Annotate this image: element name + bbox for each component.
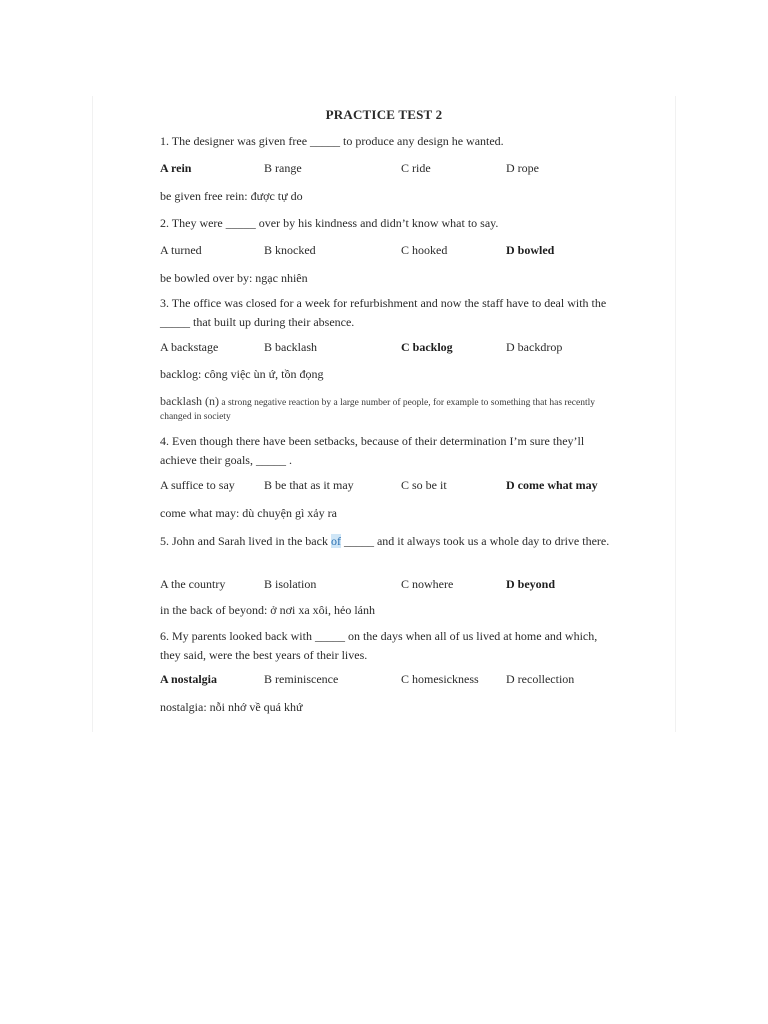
question-5-option-c: C nowhere	[401, 577, 454, 591]
question-6-options	[160, 672, 620, 691]
question-5-option-d: D beyond	[506, 577, 556, 591]
question-1-option-b: B range	[264, 161, 302, 175]
question-5-options	[160, 577, 620, 596]
question-1-note: be given free rein: được tự do	[160, 189, 303, 203]
question-6-option-c: C homesickness	[401, 672, 479, 686]
question-6-option-a: A nostalgia	[160, 672, 218, 686]
question-5-text-before: 5. John and Sarah lived in the back	[160, 534, 331, 548]
question-4-note: come what may: dù chuyện gì xảy ra	[160, 506, 337, 520]
question-4-option-d: D come what may	[506, 478, 598, 492]
question-3-options	[160, 340, 620, 359]
question-3-text: 3. The office was closed for a week for refurbishment and now the staff have to deal with the _____ that built up during their absence.	[160, 296, 607, 329]
question-3-definition	[160, 394, 615, 424]
definition-text: a strong negative reaction by a large number of people, for example to something that has recently changed in society	[160, 398, 595, 422]
question-5-option-a: A the country	[160, 577, 226, 591]
question-6-option-b: B reminiscence	[264, 672, 339, 686]
question-2-note: be bowled over by: ngạc nhiên	[160, 271, 308, 285]
question-1-option-a: A rein	[160, 161, 192, 175]
question-4-option-b: B be that as it may	[264, 478, 354, 492]
definition-term: backlash (n)	[160, 394, 219, 408]
question-3-option-d: D backdrop	[506, 340, 563, 354]
question-2-options	[160, 243, 620, 262]
question-5-text-after: _____ and it always took us a whole day to drive there.	[340, 534, 610, 548]
question-1-options	[160, 161, 620, 180]
question-4-options	[160, 478, 620, 497]
question-1-text: 1. The designer was given free _____ to produce any design he wanted.	[160, 134, 504, 148]
question-4-option-a: A suffice to say	[160, 478, 235, 492]
question-4-text: 4. Even though there have been setbacks, because of their determination I’m sure they’ll achieve their goals, _____ .	[160, 434, 585, 467]
question-5-note: in the back of beyond: ở nơi xa xôi, hẻo lánh	[160, 603, 375, 617]
question-3-option-c: C backlog	[401, 340, 453, 354]
question-3-note: backlog: công việc ùn ứ, tồn đọng	[160, 367, 324, 381]
question-1-option-c: C ride	[401, 161, 431, 175]
question-6-option-d: D recollection	[506, 672, 575, 686]
question-3-option-a: A backstage	[160, 340, 219, 354]
question-2-option-b: B knocked	[264, 243, 316, 257]
question-6-note: nostalgia: nỗi nhớ về quá khứ	[160, 700, 303, 714]
question-6-text: 6. My parents looked back with _____ on the days when all of us lived at home and which, they said, were the best years of their lives.	[160, 629, 598, 662]
question-5-highlighted-word: of	[330, 534, 341, 548]
question-5-text	[160, 532, 612, 551]
question-4-option-c: C so be it	[401, 478, 447, 492]
question-1-option-d: D rope	[506, 161, 539, 175]
question-2-text: 2. They were _____ over by his kindness and didn’t know what to say.	[160, 216, 499, 230]
question-3-option-b: B backlash	[264, 340, 317, 354]
question-2-option-a: A turned	[160, 243, 202, 257]
question-2-option-d: D bowled	[506, 243, 555, 257]
question-2-option-c: C hooked	[401, 243, 448, 257]
question-5-option-b: B isolation	[264, 577, 317, 591]
page-title: PRACTICE TEST 2	[325, 107, 443, 122]
